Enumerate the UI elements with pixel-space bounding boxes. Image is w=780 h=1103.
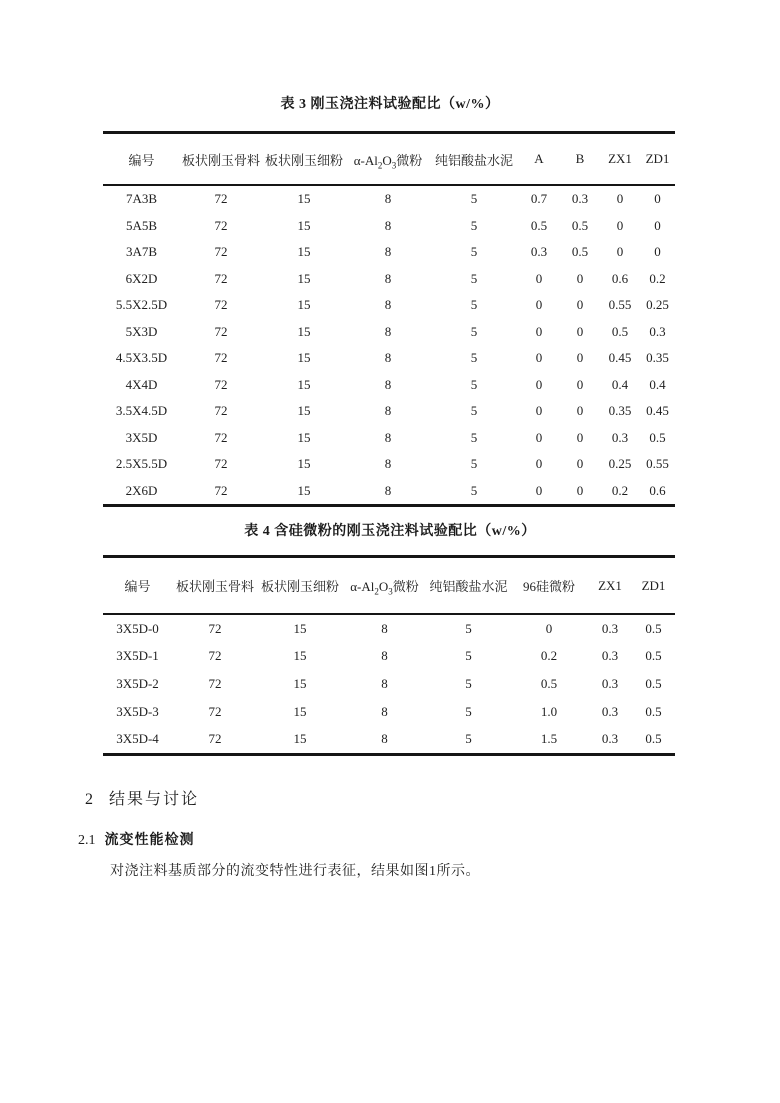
column-header-tabular-corundum-aggregate: 板状刚玉骨料 (175, 579, 254, 594)
table-cell: 15 (293, 675, 307, 691)
table4-title: 表 4 含硅微粉的刚玉浇注料试验配比（w/%） (244, 524, 536, 539)
table-cell: 15 (297, 297, 311, 313)
table-row (103, 213, 675, 240)
table-cell: 0.5 (540, 675, 558, 691)
table-cell: 72 (208, 675, 222, 691)
table-cell: 5 (465, 648, 472, 664)
table3-body (103, 185, 675, 506)
table-row (103, 425, 675, 452)
table-cell: 5X3D (125, 323, 158, 339)
table4-body (103, 614, 675, 754)
table-cell: 0 (535, 376, 543, 392)
table-cell: 72 (214, 482, 228, 498)
table-cell: 0.35 (646, 350, 669, 366)
table-cell: 8 (384, 429, 392, 445)
table-cell: 0.5 (645, 731, 662, 747)
table3-title: 表 3 刚玉浇注料试验配比（w/%） (280, 97, 500, 112)
table-cell: 72 (214, 376, 228, 392)
table-cell: 5 (470, 403, 478, 419)
table-cell: 0 (576, 297, 584, 313)
table-cell: 3A7B (125, 244, 158, 260)
table-cell: 15 (297, 403, 311, 419)
subsection-heading-rheology-test (78, 829, 195, 849)
table-cell: 0.3 (649, 323, 666, 339)
table-row (103, 319, 675, 346)
section-title: 结果与讨论 (109, 791, 200, 808)
table-row (103, 345, 675, 372)
table-cell: 5 (465, 620, 472, 636)
table-cell: 0 (576, 429, 584, 445)
table-cell: 15 (297, 323, 311, 339)
table-cell: 0.3 (611, 429, 629, 445)
table-cell: 8 (381, 675, 388, 691)
column-header-tabular-corundum-aggregate: 板状刚玉骨料 (181, 152, 260, 168)
table-cell: 15 (297, 456, 311, 472)
table-cell: 72 (208, 648, 222, 664)
table-cell: 0.3 (601, 648, 619, 664)
table3-corundum-castable-mix (103, 131, 675, 507)
table-cell: 0.35 (608, 403, 632, 419)
column-header-tabular-corundum-fines: 板状刚玉细粉 (260, 579, 339, 594)
table-cell: 72 (214, 244, 228, 260)
table-cell: 5 (470, 376, 478, 392)
table-cell: 5A5B (125, 217, 158, 233)
table-cell: 0 (535, 403, 543, 419)
table-cell: 5 (470, 191, 478, 207)
table-cell: 0.4 (649, 376, 666, 392)
table-cell: 8 (384, 191, 392, 207)
table-cell: 8 (381, 703, 388, 719)
table-cell: 0 (545, 620, 553, 636)
table-cell: 1.5 (540, 731, 558, 747)
table4-header-row (103, 557, 675, 615)
column-header-id: 编号 (124, 579, 151, 594)
table-cell: 72 (214, 456, 228, 472)
table-cell: 3X5D-0 (116, 620, 159, 636)
table-row (103, 239, 675, 266)
table-cell: 0.5 (645, 620, 662, 636)
column-header-a: A (534, 151, 544, 166)
table-cell: 0 (576, 376, 584, 392)
table-cell: 5 (470, 217, 478, 233)
column-header-zd1: ZD1 (641, 577, 666, 593)
table-cell: 8 (381, 648, 388, 664)
table-row (103, 670, 675, 698)
table-cell: 0.5 (645, 648, 662, 664)
table-cell: 0.25 (646, 297, 669, 313)
table-cell: 0.5 (571, 244, 589, 260)
table-cell: 8 (384, 323, 392, 339)
table-cell: 5.5X2.5D (115, 297, 168, 313)
table-cell: 0.3 (601, 620, 619, 636)
table-row (103, 614, 675, 643)
table-cell: 5 (470, 350, 478, 366)
table-cell: 0 (576, 270, 584, 286)
table-cell: 8 (381, 731, 388, 747)
table-row (103, 725, 675, 754)
table-cell: 15 (297, 244, 311, 260)
table-cell: 0.55 (646, 456, 669, 472)
column-header-calcium-aluminate-cement: 纯铝酸盐水泥 (434, 152, 513, 168)
table-cell: 5 (470, 297, 478, 313)
table-cell: 8 (384, 217, 392, 233)
section-number: 2 (85, 791, 93, 808)
table-cell: 0 (616, 244, 624, 260)
column-header-b: B (575, 151, 585, 166)
table-row (103, 698, 675, 726)
table-cell: 3X5D-4 (116, 731, 159, 747)
table-cell: 15 (297, 270, 311, 286)
table-cell: 0.3 (571, 191, 589, 207)
table-cell: 0.4 (611, 376, 629, 392)
table-cell: 72 (208, 620, 222, 636)
table-cell: 0 (535, 482, 543, 498)
table-cell: 0 (535, 297, 543, 313)
table-cell: 0.5 (611, 323, 629, 339)
table-cell: 0 (535, 270, 543, 286)
table-cell: 15 (297, 376, 311, 392)
table-cell: 8 (384, 403, 392, 419)
table-cell: 0 (576, 350, 584, 366)
table-cell: 0 (576, 482, 584, 498)
table-cell: 0.5 (649, 429, 666, 445)
table-cell: 0 (616, 191, 624, 207)
table-cell: 5 (470, 429, 478, 445)
table-row (103, 451, 675, 478)
table-row (103, 478, 675, 506)
table-cell: 8 (384, 350, 392, 366)
table-cell: 7A3B (125, 191, 158, 207)
table-cell: 2X6D (125, 482, 158, 498)
table-cell: 0.2 (611, 482, 629, 498)
table-cell: 72 (208, 703, 222, 719)
table-cell: 8 (384, 297, 392, 313)
table-cell: 15 (297, 482, 311, 498)
table-cell: 5 (470, 456, 478, 472)
table-cell: 0.5 (645, 675, 662, 691)
table-cell: 3.5X4.5D (115, 403, 168, 419)
table-cell: 0.2 (540, 648, 558, 664)
table-cell: 15 (297, 191, 311, 207)
table-cell: 15 (297, 429, 311, 445)
table-cell: 15 (293, 703, 307, 719)
column-header-calcium-aluminate-cement: 纯铝酸盐水泥 (429, 579, 508, 594)
table-cell: 0 (535, 350, 543, 366)
table-cell: 72 (214, 403, 228, 419)
column-header-id: 编号 (128, 152, 155, 168)
table-cell: 0 (576, 403, 584, 419)
table-cell: 72 (214, 191, 228, 207)
table-cell: 72 (214, 270, 228, 286)
table-cell: 0.45 (608, 350, 632, 366)
table-cell: 0.5 (571, 217, 589, 233)
table-cell: 0 (616, 217, 624, 233)
table-cell: 72 (214, 429, 228, 445)
table-cell: 0.2 (649, 270, 666, 286)
table-cell: 0 (535, 456, 543, 472)
table-cell: 72 (214, 350, 228, 366)
table-cell: 72 (208, 731, 222, 747)
table-cell: 3X5D-3 (116, 703, 159, 719)
column-header-alumina-micropowder: $\alpha-Al_2O_3$微粉 (353, 152, 423, 171)
table-cell: 15 (293, 648, 307, 664)
table-cell: 0.3 (601, 703, 619, 719)
table-cell: 0.5 (530, 217, 548, 233)
table-cell: 72 (214, 217, 228, 233)
section-heading-results-discussion (85, 786, 199, 809)
table-row (103, 185, 675, 213)
table-cell: 0.25 (608, 456, 632, 472)
column-header-alumina-micropowder: $\alpha-Al_2O_3$微粉 (350, 579, 419, 597)
table-row (103, 398, 675, 425)
table-cell: 0.55 (608, 297, 632, 313)
column-header-zx1: ZX1 (608, 151, 632, 166)
table4-silica-fume-castable-mix (103, 555, 675, 756)
table-cell: 4X4D (125, 376, 158, 392)
table-cell: 5 (465, 675, 472, 691)
table-cell: 0.6 (611, 270, 629, 286)
table-cell: 0 (535, 323, 543, 339)
subsection-title: 流变性能检测 (104, 833, 195, 848)
table-cell: 0.45 (646, 403, 669, 419)
body-paragraph: 对浇注料基质部分的流变特性进行表征，结果如图1所示。 (110, 864, 480, 879)
table-cell: 5 (470, 323, 478, 339)
table3-header-row (103, 133, 675, 186)
table-cell: 2.5X5.5D (115, 456, 168, 472)
table-cell: 72 (214, 297, 228, 313)
table-cell: 0.3 (530, 244, 548, 260)
table-cell: 8 (384, 456, 392, 472)
table-cell: 5 (465, 731, 472, 747)
table-cell: 0.7 (530, 191, 548, 207)
table-cell: 72 (214, 323, 228, 339)
table-row (103, 372, 675, 399)
table-cell: 0 (535, 429, 543, 445)
table-cell: 3X5D (125, 429, 158, 445)
table-cell: 5 (470, 244, 478, 260)
column-header-96-silica-fume: 96硅微粉 (522, 579, 575, 594)
column-header-tabular-corundum-fines: 板状刚玉细粉 (264, 152, 343, 168)
table-cell: 0.6 (649, 482, 666, 498)
table-cell: 0 (576, 456, 584, 472)
table-cell: 5 (470, 482, 478, 498)
table-row (103, 266, 675, 293)
table-cell: 8 (384, 270, 392, 286)
table-cell: 15 (293, 620, 307, 636)
table-cell: 8 (384, 376, 392, 392)
table-cell: 1.0 (540, 703, 558, 719)
table-cell: 15 (297, 350, 311, 366)
table-cell: 0 (654, 191, 661, 207)
table-cell: 3X5D-1 (116, 648, 159, 664)
subsection-number: 2.1 (78, 833, 96, 848)
table-cell: 0 (654, 217, 661, 233)
table-cell: 0 (576, 323, 584, 339)
table-cell: 15 (297, 217, 311, 233)
table-cell: 0.3 (601, 731, 619, 747)
column-header-zx1: ZX1 (598, 577, 622, 593)
table-row (103, 292, 675, 319)
table-cell: 4.5X3.5D (115, 350, 168, 366)
column-header-zd1: ZD1 (645, 151, 670, 166)
table-cell: 5 (470, 270, 478, 286)
table-cell: 5 (465, 703, 472, 719)
table-row (103, 643, 675, 671)
table-cell: 0 (654, 244, 661, 260)
table-cell: 8 (384, 244, 392, 260)
table-cell: 8 (381, 620, 388, 636)
table-cell: 6X2D (125, 270, 158, 286)
table-cell: 0.5 (645, 703, 662, 719)
table-cell: 3X5D-2 (116, 675, 159, 691)
table-cell: 8 (384, 482, 392, 498)
table-cell: 0.3 (601, 675, 619, 691)
table-cell: 15 (293, 731, 307, 747)
